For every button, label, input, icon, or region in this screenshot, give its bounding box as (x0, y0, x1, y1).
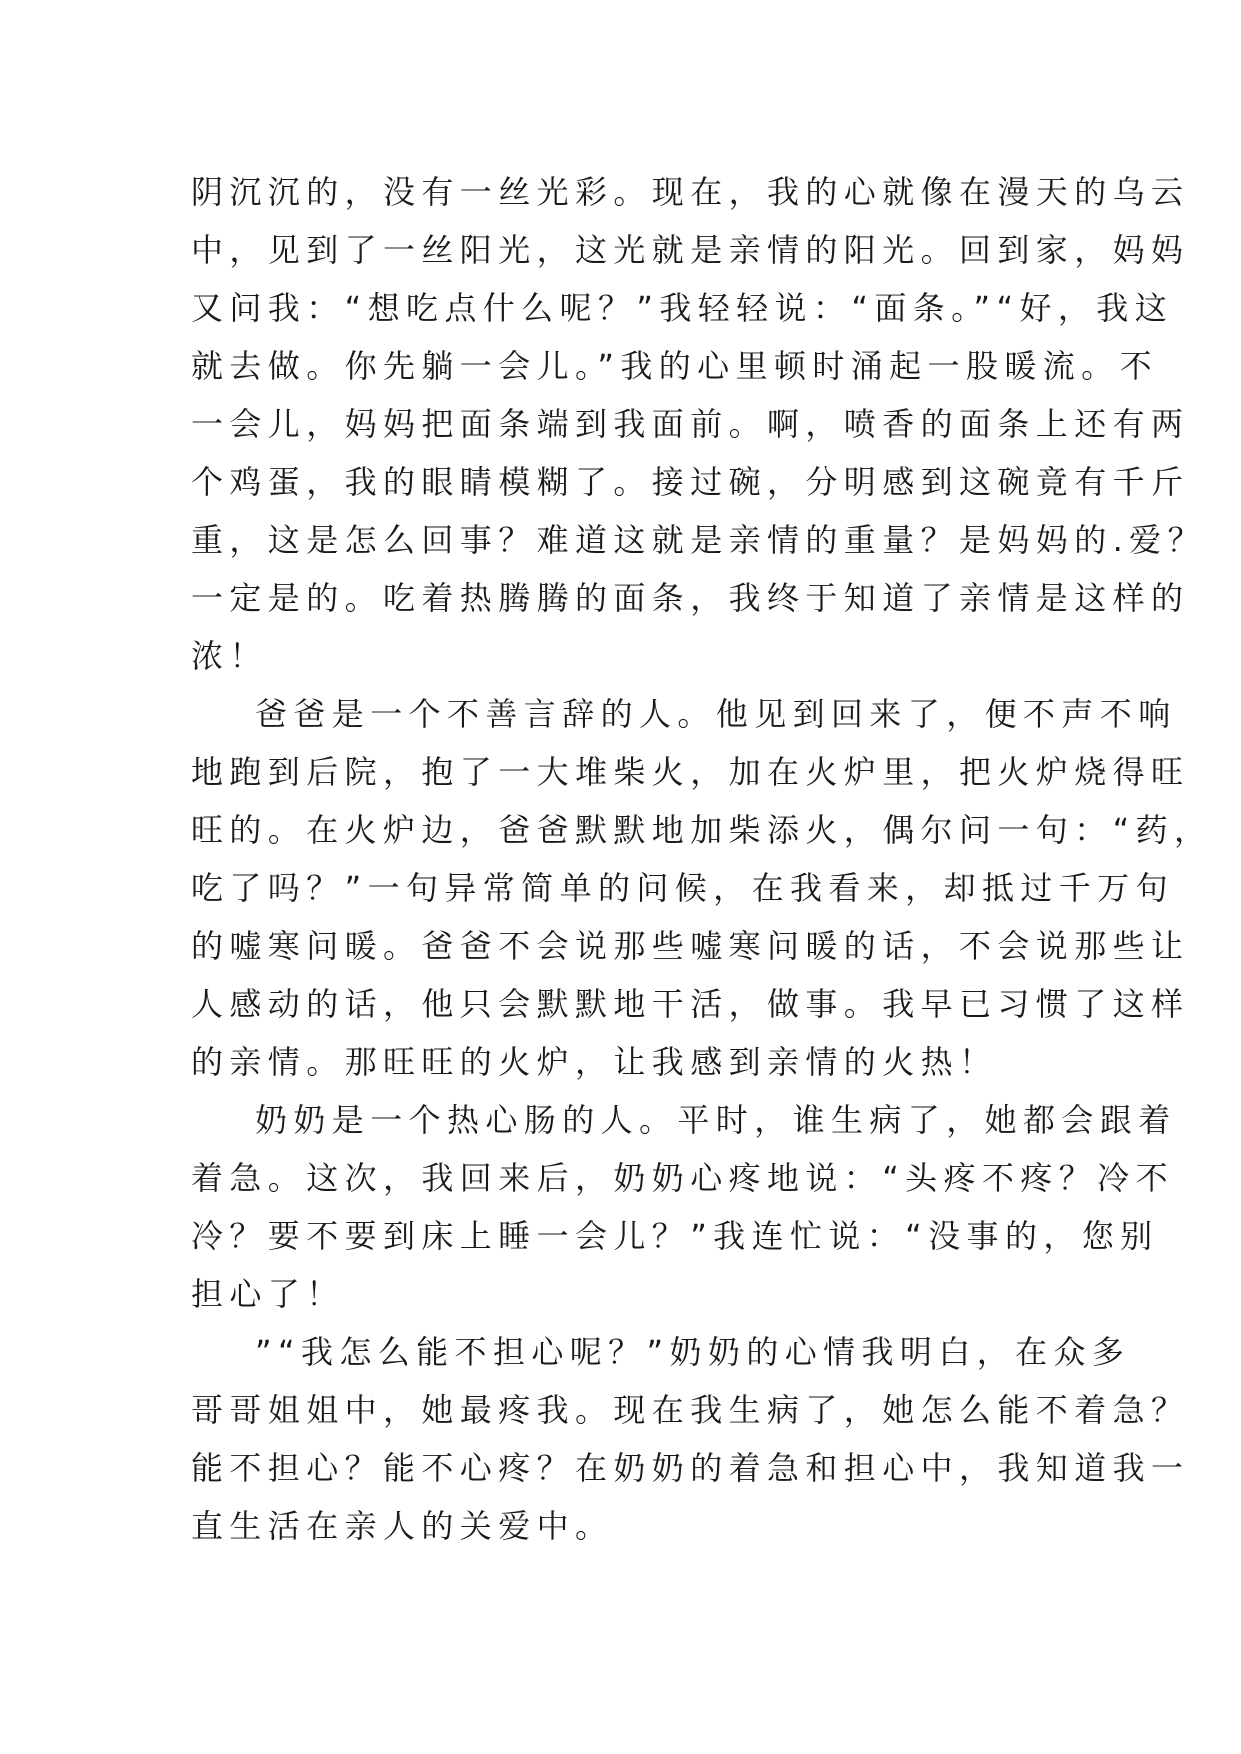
paragraph-line: 重，这是怎么回事？难道这就是亲情的重量？是妈妈的.爱？ (191, 521, 1206, 559)
paragraph-4 (191, 1323, 1190, 1555)
document-body (191, 163, 1213, 1555)
paragraph-line: 哥哥姐姐中，她最疼我。现在我生病了，她怎么能不着急？ (191, 1391, 1190, 1429)
paragraph-line: 奶奶是一个热心肠的人。平时，谁生病了，她都会跟着 (255, 1101, 1177, 1139)
paragraph-line: 地跑到后院，抱了一大堆柴火，加在火炉里，把火炉烧得旺 (191, 753, 1190, 791)
paragraph-line: ”“我怎么能不担心呢？”奶奶的心情我明白，在众多 (255, 1333, 1131, 1371)
paragraph-line: 就去做。你先躺一会儿。”我的心里顿时涌起一股暖流。不 (191, 347, 1158, 385)
paragraph-line: 直生活在亲人的关爱中。 (191, 1507, 614, 1545)
paragraph-line: 浓！ (191, 637, 268, 675)
paragraph-line: 个鸡蛋，我的眼睛模糊了。接过碗，分明感到这碗竟有千斤 (191, 463, 1190, 501)
paragraph-line: 阴沉沉的，没有一丝光彩。现在，我的心就像在漫天的乌云 (191, 173, 1190, 211)
paragraph-line: 爸爸是一个不善言辞的人。他见到回来了，便不声不响 (255, 695, 1177, 733)
paragraph-line: 又问我：“想吃点什么呢？”我轻轻说：“面条。”“好，我这 (191, 289, 1174, 327)
paragraph-3 (191, 1091, 1177, 1323)
paragraph-line: 吃了吗？”一句异常简单的问候，在我看来，却抵过千万句 (191, 869, 1174, 907)
paragraph-line: 能不担心？能不心疼？在奶奶的着急和担心中，我知道我一 (191, 1449, 1190, 1487)
paragraph-line: 一会儿，妈妈把面条端到我面前。啊，喷香的面条上还有两 (191, 405, 1190, 443)
paragraph-line: 的亲情。那旺旺的火炉，让我感到亲情的火热！ (191, 1043, 998, 1081)
paragraph-line: 着急。这次，我回来后，奶奶心疼地说：“头疼不疼？冷不 (191, 1159, 1174, 1197)
paragraph-line: 冷？要不要到床上睡一会儿？”我连忙说：“没事的，您别 (191, 1217, 1159, 1255)
paragraph-2 (191, 685, 1213, 1091)
paragraph-line: 中，见到了一丝阳光，这光就是亲情的阳光。回到家，妈妈 (191, 231, 1190, 269)
paragraph-line: 的嘘寒问暖。爸爸不会说那些嘘寒问暖的话，不会说那些让 (191, 927, 1190, 965)
paragraph-1 (191, 163, 1206, 685)
paragraph-line: 一定是的。吃着热腾腾的面条，我终于知道了亲情是这样的 (191, 579, 1190, 617)
paragraph-line: 人感动的话，他只会默默地干活，做事。我早已习惯了这样 (191, 985, 1190, 1023)
paragraph-line: 担心了！ (191, 1275, 345, 1313)
paragraph-line: 旺的。在火炉边，爸爸默默地加柴添火，偶尔问一句：“药， (191, 811, 1213, 849)
